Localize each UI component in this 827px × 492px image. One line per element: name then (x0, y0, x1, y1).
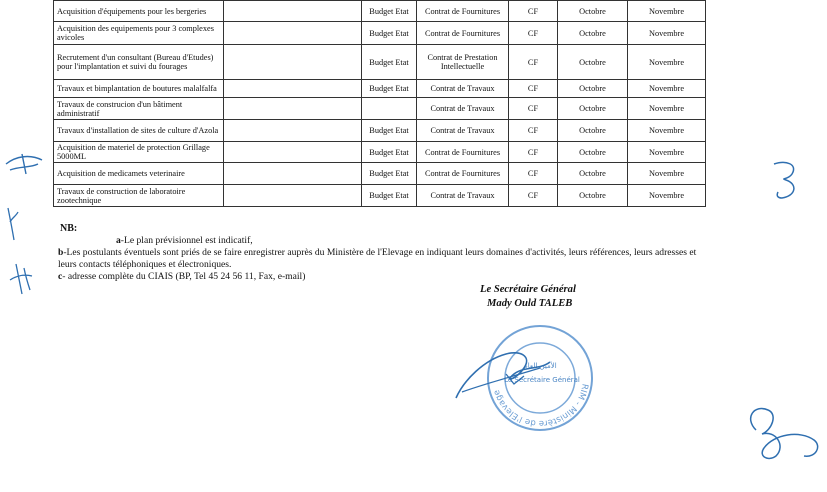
margin-flourish-icon (742, 400, 824, 468)
cell-budget: Budget Etat (362, 163, 417, 185)
cell-description: Acquisition de medicamets veterinaire (54, 163, 224, 185)
cell-procurement-mode: CF (509, 120, 558, 142)
nb-heading: NB: (60, 223, 78, 234)
cell-contract-type: Contrat de Travaux (417, 120, 509, 142)
table-row (54, 45, 706, 80)
note-c (58, 271, 708, 283)
cell-award-month: Novembre (628, 1, 706, 22)
cell-contract-type: Contrat de Fournitures (417, 163, 509, 185)
cell-procurement-mode: CF (509, 45, 558, 80)
cell-contract-type: Contrat de Travaux (417, 98, 509, 120)
cell-empty (224, 22, 362, 45)
cell-empty (224, 1, 362, 22)
cell-launch-month: Octobre (558, 163, 628, 185)
cell-launch-month: Octobre (558, 22, 628, 45)
cell-budget (362, 98, 417, 120)
svg-text:RIM - Ministère de l'Elevage (492, 383, 590, 428)
cell-empty (224, 80, 362, 98)
cell-procurement-mode: CF (509, 22, 558, 45)
cell-description: Acquisition des equipements pour 3 complexes avicoles (54, 22, 224, 45)
cell-award-month: Novembre (628, 163, 706, 185)
cell-launch-month: Octobre (558, 45, 628, 80)
margin-paraph-icon (768, 158, 804, 202)
note-c-prefix: c (58, 271, 63, 282)
svg-text:الأمين العام: الأمين العام (523, 362, 557, 370)
stamp-ring-text: RIM - Ministère de l'Elevage (491, 382, 590, 429)
cell-description: Travaux d'installation de sites de culture d'Azola (54, 120, 224, 142)
cell-contract-type: Contrat de Travaux (417, 80, 509, 98)
cell-empty (224, 120, 362, 142)
cell-contract-type: Contrat de Fournitures (417, 142, 509, 163)
cell-award-month: Novembre (628, 80, 706, 98)
cell-empty (224, 142, 362, 163)
cell-contract-type: Contrat de Fournitures (417, 1, 509, 22)
cell-contract-type: Contrat de Travaux (417, 185, 509, 207)
cell-budget: Budget Etat (362, 22, 417, 45)
table-row (54, 1, 706, 22)
cell-contract-type: Contrat de Fournitures (417, 22, 509, 45)
cell-empty (224, 98, 362, 120)
cell-award-month: Novembre (628, 185, 706, 207)
cell-description: Travaux de construcion d'un bâtiment administratif (54, 98, 224, 120)
cell-award-month: Novembre (628, 120, 706, 142)
stamp-center-text: Le Secrétaire Général (504, 376, 580, 384)
cell-empty (224, 185, 362, 207)
cell-launch-month: Octobre (558, 98, 628, 120)
signatory-name: Mady Ould TALEB (487, 298, 573, 309)
cell-launch-month: Octobre (558, 185, 628, 207)
cell-description: Acquisition d'équipements pour les bergeries (54, 1, 224, 22)
table-row (54, 120, 706, 142)
cell-award-month: Novembre (628, 45, 706, 80)
signatory-title: Le Secrétaire Général (480, 284, 576, 295)
cell-launch-month: Octobre (558, 1, 628, 22)
cell-budget: Budget Etat (362, 1, 417, 22)
notes-block (58, 235, 708, 283)
cell-award-month: Novembre (628, 22, 706, 45)
procurement-plan-table (53, 0, 706, 207)
note-b-prefix: b (58, 247, 64, 258)
table-row (54, 163, 706, 185)
table-row (54, 185, 706, 207)
cell-launch-month: Octobre (558, 80, 628, 98)
cell-procurement-mode: CF (509, 98, 558, 120)
cell-budget: Budget Etat (362, 45, 417, 80)
cell-procurement-mode: CF (509, 185, 558, 207)
table-row (54, 142, 706, 163)
note-c-text: - adresse complète du CIAIS (BP, Tel 45 24 56 11, Fax, e-mail) (62, 271, 306, 282)
table-row (54, 98, 706, 120)
cell-procurement-mode: CF (509, 1, 558, 22)
cell-budget: Budget Etat (362, 142, 417, 163)
note-b (58, 247, 708, 271)
cell-launch-month: Octobre (558, 120, 628, 142)
cell-budget: Budget Etat (362, 185, 417, 207)
table-row (54, 80, 706, 98)
cell-description: Acquisition de materiel de protection Grillage 5000ML (54, 142, 224, 163)
cell-empty (224, 163, 362, 185)
cell-award-month: Novembre (628, 142, 706, 163)
handwritten-signature-icon (444, 340, 584, 410)
note-a-text: -Le plan prévisionnel est indicatif, (120, 235, 253, 246)
cell-procurement-mode: CF (509, 163, 558, 185)
cell-description: Recrutement d'un consultant (Bureau d'Etudes) pour l'implantation et suivi du fourages (54, 45, 224, 80)
note-b-text: -Les postulants éventuels sont priés de se faire enregistrer auprès du Ministère de l'Elevage en indiquant leurs domaines d'activités, leurs références, leurs adresses et leurs contacts téléphoniques et électroniques. (58, 247, 697, 270)
table-body (54, 1, 706, 207)
cell-empty (224, 45, 362, 80)
cell-budget: Budget Etat (362, 80, 417, 98)
cell-award-month: Novembre (628, 98, 706, 120)
note-a (58, 235, 708, 247)
table-row (54, 22, 706, 45)
cell-launch-month: Octobre (558, 142, 628, 163)
cell-contract-type: Contrat de Prestation Intellectuelle (417, 45, 509, 80)
cell-description: Travaux de construction de laboratoire zootechnique (54, 185, 224, 207)
cell-description: Travaux et bimplantation de boutures malalfalfa (54, 80, 224, 98)
official-stamp-icon (484, 322, 596, 434)
note-a-prefix: a (116, 235, 121, 246)
cell-procurement-mode: CF (509, 142, 558, 163)
cell-procurement-mode: CF (509, 80, 558, 98)
cell-budget: Budget Etat (362, 120, 417, 142)
margin-initials-icon (2, 148, 46, 308)
